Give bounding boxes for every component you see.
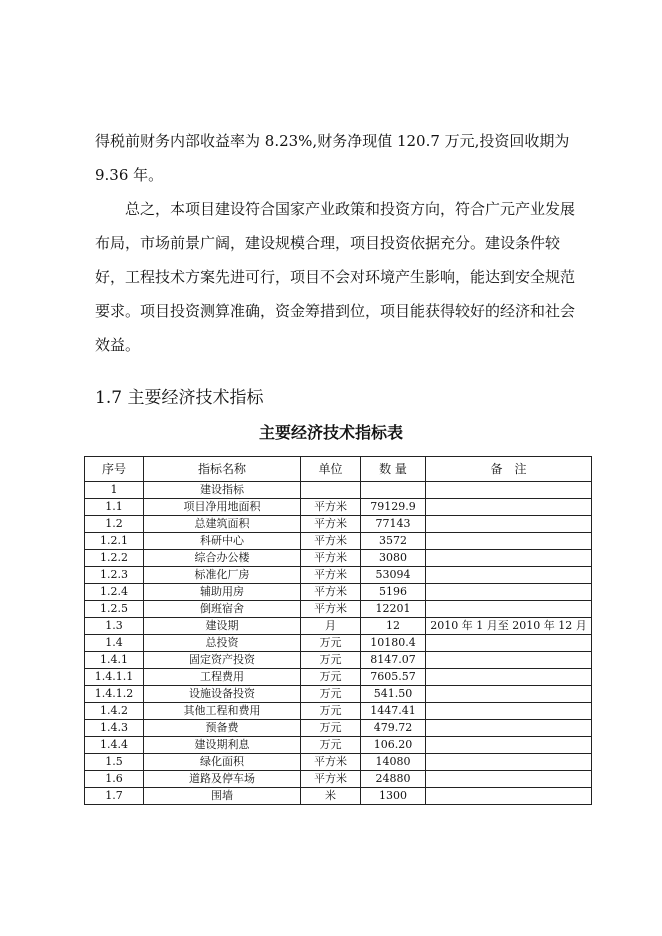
cell-index: 1 xyxy=(85,482,144,499)
cell-remark: 2010 年 1 月至 2010 年 12 月 xyxy=(426,618,592,635)
cell-name: 科研中心 xyxy=(144,533,301,550)
cell-index: 1.1 xyxy=(85,499,144,516)
table-row xyxy=(85,618,592,635)
cell-index: 1.2.4 xyxy=(85,584,144,601)
table-row xyxy=(85,567,592,584)
table-row xyxy=(85,499,592,516)
table-row xyxy=(85,737,592,754)
cell-name: 绿化面积 xyxy=(144,754,301,771)
cell-unit: 万元 xyxy=(301,635,361,652)
table-row xyxy=(85,550,592,567)
cell-quantity: 24880 xyxy=(361,771,426,788)
cell-quantity: 3572 xyxy=(361,533,426,550)
table-row xyxy=(85,686,592,703)
cell-name: 综合办公楼 xyxy=(144,550,301,567)
table-body xyxy=(85,482,592,805)
table-row xyxy=(85,601,592,618)
cell-remark xyxy=(426,788,592,805)
cell-index: 1.2.5 xyxy=(85,601,144,618)
cell-remark xyxy=(426,550,592,567)
cell-unit: 平方米 xyxy=(301,567,361,584)
cell-name: 辅助用房 xyxy=(144,584,301,601)
cell-index: 1.5 xyxy=(85,754,144,771)
cell-unit: 平方米 xyxy=(301,771,361,788)
table-row xyxy=(85,533,592,550)
cell-unit: 万元 xyxy=(301,703,361,720)
paragraph-financial-summary: 得税前财务内部收益率为 8.23%,财务净现值 120.7 万元,投资回收期为 9.36 年。 xyxy=(95,132,570,184)
cell-quantity: 79129.9 xyxy=(361,499,426,516)
cell-quantity: 5196 xyxy=(361,584,426,601)
cell-remark xyxy=(426,499,592,516)
cell-unit: 平方米 xyxy=(301,550,361,567)
cell-name: 总投资 xyxy=(144,635,301,652)
cell-quantity: 12201 xyxy=(361,601,426,618)
cell-quantity: 53094 xyxy=(361,567,426,584)
header-quantity: 数 量 xyxy=(361,457,426,482)
table-row xyxy=(85,635,592,652)
cell-quantity: 12 xyxy=(361,618,426,635)
cell-index: 1.4.3 xyxy=(85,720,144,737)
cell-quantity: 14080 xyxy=(361,754,426,771)
header-remark: 备 注 xyxy=(426,457,592,482)
cell-unit: 万元 xyxy=(301,669,361,686)
cell-index: 1.6 xyxy=(85,771,144,788)
cell-remark xyxy=(426,652,592,669)
indicators-table xyxy=(84,456,592,805)
table-row xyxy=(85,788,592,805)
cell-name: 建设期利息 xyxy=(144,737,301,754)
cell-name: 建设指标 xyxy=(144,482,301,499)
cell-quantity: 106.20 xyxy=(361,737,426,754)
cell-unit: 万元 xyxy=(301,720,361,737)
cell-quantity: 541.50 xyxy=(361,686,426,703)
cell-name: 标准化厂房 xyxy=(144,567,301,584)
cell-unit: 平方米 xyxy=(301,516,361,533)
cell-name: 总建筑面积 xyxy=(144,516,301,533)
cell-name: 建设期 xyxy=(144,618,301,635)
cell-unit: 月 xyxy=(301,618,361,635)
cell-remark xyxy=(426,533,592,550)
cell-unit: 万元 xyxy=(301,652,361,669)
cell-index: 1.2.2 xyxy=(85,550,144,567)
cell-quantity: 479.72 xyxy=(361,720,426,737)
cell-name: 倒班宿舍 xyxy=(144,601,301,618)
cell-index: 1.2.1 xyxy=(85,533,144,550)
cell-quantity: 77143 xyxy=(361,516,426,533)
cell-remark xyxy=(426,686,592,703)
header-index: 序号 xyxy=(85,457,144,482)
cell-index: 1.4.1.1 xyxy=(85,669,144,686)
paragraph-conclusion: 总之，本项目建设符合国家产业政策和投资方向，符合广元产业发展布局，市场前景广阔，建设规模合理，项目投资依据充分。建设条件较好，工程技术方案先进可行，项目不会对环境产生影响，能达到安全规范要求。项目投资测算准确，资金筹措到位，项目能获得较好的经济和社会效益。 xyxy=(95,200,576,354)
table-row xyxy=(85,720,592,737)
cell-name: 固定资产投资 xyxy=(144,652,301,669)
table-row xyxy=(85,482,592,499)
table-row xyxy=(85,754,592,771)
table-row xyxy=(85,584,592,601)
cell-index: 1.3 xyxy=(85,618,144,635)
cell-index: 1.4.2 xyxy=(85,703,144,720)
cell-name: 道路及停车场 xyxy=(144,771,301,788)
header-name: 指标名称 xyxy=(144,457,301,482)
cell-index: 1.2.3 xyxy=(85,567,144,584)
cell-name: 围墙 xyxy=(144,788,301,805)
table-row xyxy=(85,669,592,686)
cell-remark xyxy=(426,482,592,499)
cell-unit: 米 xyxy=(301,788,361,805)
section-heading: 1.7 主要经济技术指标 xyxy=(95,388,264,408)
cell-index: 1.4 xyxy=(85,635,144,652)
cell-remark xyxy=(426,635,592,652)
cell-name: 其他工程和费用 xyxy=(144,703,301,720)
cell-remark xyxy=(426,703,592,720)
cell-unit: 平方米 xyxy=(301,499,361,516)
cell-quantity xyxy=(361,482,426,499)
cell-name: 工程费用 xyxy=(144,669,301,686)
table-row xyxy=(85,703,592,720)
cell-quantity: 1447.41 xyxy=(361,703,426,720)
header-unit: 单位 xyxy=(301,457,361,482)
cell-name: 设施设备投资 xyxy=(144,686,301,703)
cell-remark xyxy=(426,669,592,686)
cell-unit: 平方米 xyxy=(301,584,361,601)
cell-remark xyxy=(426,567,592,584)
cell-remark xyxy=(426,720,592,737)
cell-quantity: 3080 xyxy=(361,550,426,567)
cell-index: 1.7 xyxy=(85,788,144,805)
cell-unit: 万元 xyxy=(301,686,361,703)
table-header-row xyxy=(85,457,592,482)
table-title: 主要经济技术指标表 xyxy=(258,423,403,442)
cell-remark xyxy=(426,516,592,533)
table-row xyxy=(85,516,592,533)
cell-unit: 万元 xyxy=(301,737,361,754)
cell-remark xyxy=(426,584,592,601)
table-row xyxy=(85,771,592,788)
cell-unit: 平方米 xyxy=(301,533,361,550)
cell-index: 1.4.1.2 xyxy=(85,686,144,703)
cell-index: 1.4.4 xyxy=(85,737,144,754)
cell-quantity: 1300 xyxy=(361,788,426,805)
cell-index: 1.2 xyxy=(85,516,144,533)
cell-name: 项目净用地面积 xyxy=(144,499,301,516)
cell-unit xyxy=(301,482,361,499)
cell-quantity: 7605.57 xyxy=(361,669,426,686)
cell-remark xyxy=(426,754,592,771)
cell-remark xyxy=(426,771,592,788)
cell-unit: 平方米 xyxy=(301,601,361,618)
cell-unit: 平方米 xyxy=(301,754,361,771)
cell-quantity: 8147.07 xyxy=(361,652,426,669)
cell-remark xyxy=(426,601,592,618)
table-row xyxy=(85,652,592,669)
cell-name: 预备费 xyxy=(144,720,301,737)
cell-remark xyxy=(426,737,592,754)
cell-index: 1.4.1 xyxy=(85,652,144,669)
cell-quantity: 10180.4 xyxy=(361,635,426,652)
